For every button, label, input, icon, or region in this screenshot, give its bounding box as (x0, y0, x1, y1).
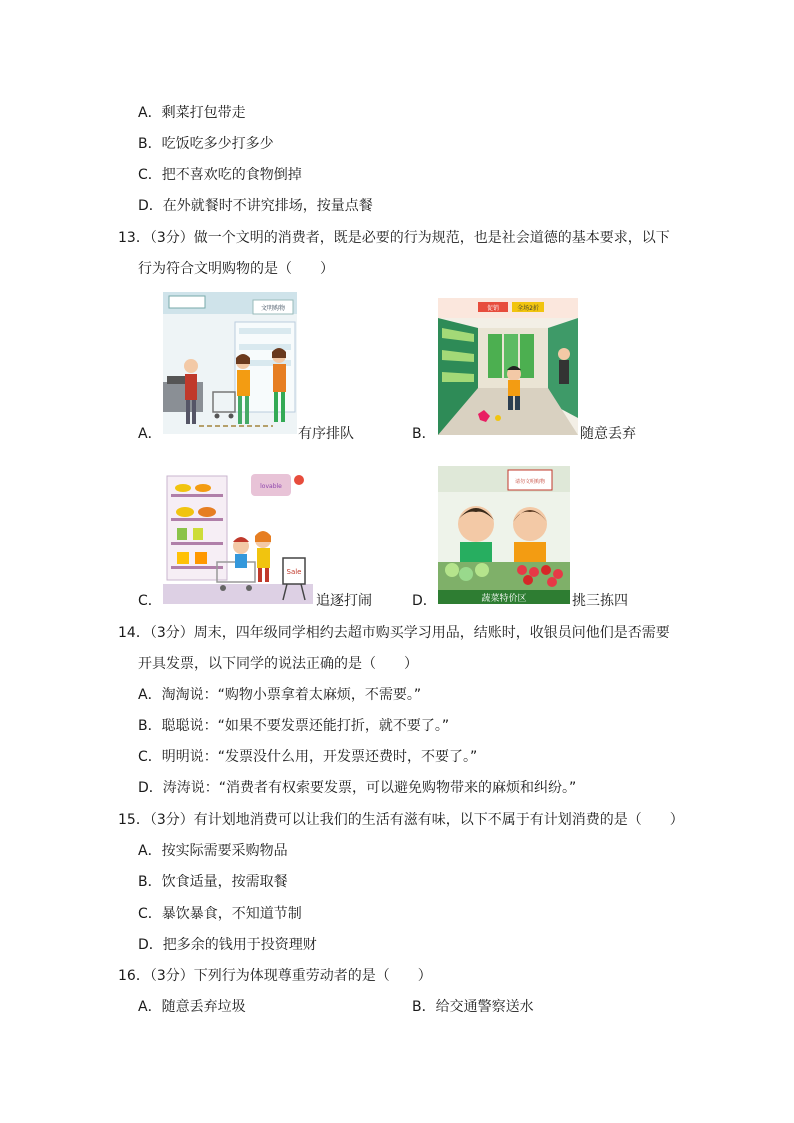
q13-option-d-caption: 挑三拣四 (572, 593, 628, 609)
q13-b-sign1: 促销 (486, 305, 500, 312)
q14-stem-line1: 14．（3分）周末，四年级同学相约去超市购买学习用品，结账时，收银员问他们是否需要 (118, 625, 670, 641)
q13-c-sign1: Sale (286, 568, 302, 576)
q13-option-b-letter: B． (412, 426, 436, 442)
q13-option-b-image (438, 298, 578, 435)
q13-d-sign2: 蔬菜特价区 (481, 594, 527, 604)
q16-option-a: A．随意丢弃垃圾 (138, 999, 246, 1015)
q13-b-sign2: 全场2折 (517, 305, 539, 312)
q12-option-d: D．在外就餐时不讲究排场，按量点餐 (138, 198, 373, 214)
q12-option-b: B．吃饭吃多少打多少 (138, 136, 274, 152)
q14-option-c: C．明明说：“发票没什么用，开发票还费时，不要了。” (138, 749, 478, 765)
q15-option-a: A．按实际需要采购物品 (138, 843, 288, 859)
q13-option-d-image (438, 466, 570, 604)
q13-option-a-caption: 有序排队 (298, 426, 354, 442)
q15-stem: 15．（3分）有计划地消费可以让我们的生活有滋有味，以下不属于有计划消费的是（ ） (118, 812, 684, 828)
q12-option-c: C．把不喜欢吃的食物倒掉 (138, 167, 302, 183)
q14-stem-line2: 开具发票，以下同学的说法正确的是（ ） (138, 656, 418, 672)
q13-option-d-letter: D． (412, 593, 437, 609)
q16-stem: 16．（3分）下列行为体现尊重劳动者的是（ ） (118, 968, 432, 984)
q13-d-sign1: 请勿文明购物 (514, 479, 546, 485)
q13-option-a-image (163, 292, 297, 434)
q13-stem-line2: 行为符合文明购物的是（ ） (138, 261, 334, 277)
q13-stem-line1: 13．（3分）做一个文明的消费者，既是必要的行为规范，也是社会道德的基本要求，以下 (118, 230, 670, 246)
q14-option-a: A．淘淘说：“购物小票拿着太麻烦，不需要。” (138, 687, 422, 703)
q13-option-a-letter: A． (138, 426, 162, 442)
q15-option-c: C．暴饮暴食，不知道节制 (138, 906, 302, 922)
q14-option-d: D．涛涛说：“消费者有权索要发票，可以避免购物带来的麻烦和纠纷。” (138, 780, 577, 796)
q13-option-c-image (163, 466, 313, 604)
q15-option-d: D．把多余的钱用于投资理财 (138, 937, 317, 953)
q14-option-b: B．聪聪说：“如果不要发票还能打折，就不要了。” (138, 718, 450, 734)
q13-c-sign2: lovable (260, 483, 282, 490)
q13-a-sign: 文明购物 (260, 305, 286, 312)
q12-option-a: A．剩菜打包带走 (138, 105, 246, 121)
q15-option-b: B．饮食适量，按需取餐 (138, 874, 288, 890)
q16-option-b: B．给交通警察送水 (412, 999, 534, 1015)
q13-option-c-letter: C． (138, 593, 162, 609)
q13-option-c-caption: 追逐打闹 (316, 593, 372, 609)
q13-option-b-caption: 随意丢弃 (580, 426, 636, 442)
